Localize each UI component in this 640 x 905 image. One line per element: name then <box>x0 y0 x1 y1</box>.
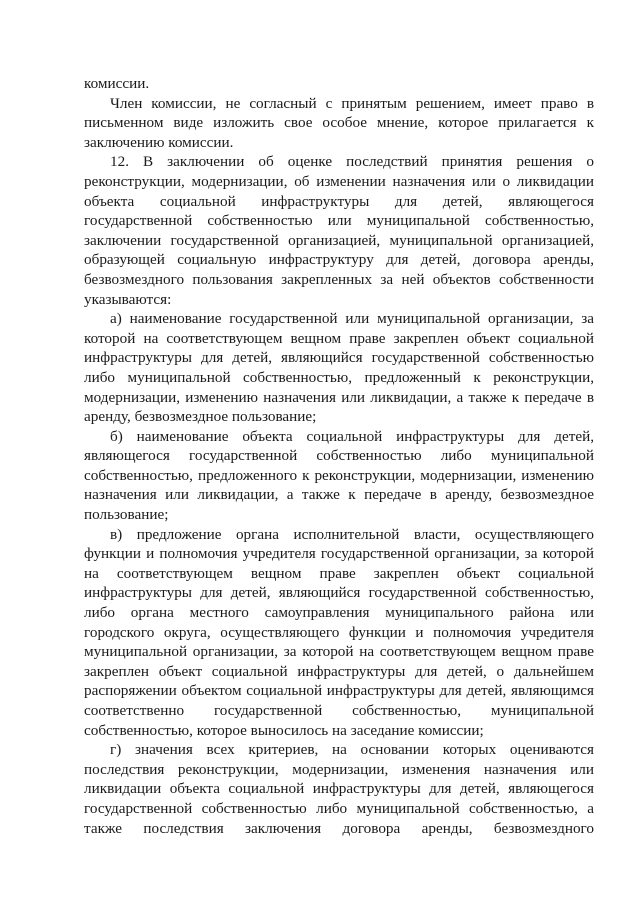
paragraph-item-b: б) наименование объекта социальной инфраструктуры для детей, являющегося государственной собственностью либо муниципальной собственностью, предложенного к реконструкции, модернизации, изменению назначения или ликвидации, а также к передаче в аренду, безвозмездное пользование; <box>84 427 594 524</box>
paragraph-continuation: комиссии. <box>84 75 150 92</box>
document-body <box>84 74 594 838</box>
paragraph-item-g: г) значения всех критериев, на основании которых оцениваются последствия реконструкции, модернизации, изменения назначения или ликвидации объекта социальной инфраструктуры для детей, являющегося государственной собственностью либо муниципальной собственностью, а также последствия заключения договора аренды, безвозмездного <box>84 741 594 837</box>
paragraph-clause-12: 12. В заключении об оценке последствий принятия решения о реконструкции, модернизации, об изменении назначения или о ликвидации объекта социальной инфраструктуры для детей, являющегося государственной собственностью или муниципальной собственностью, заключении государственной организацией, муниципальной организацией, образующей социальную инфраструктуру для детей, договора аренды, безвозмездного пользования закрепленных за ней объектов собственности указываются: <box>84 153 594 308</box>
paragraph-item-v: в) предложение органа исполнительной власти, осуществляющего функции и полномочия учредителя государственной организации, за которой на соответствующем вещном праве закреплен объект социальной инфраструктуры для детей, являющийся государственной собственностью, либо органа местного самоуправления муниципального района или городского округа, осуществляющего функции и полномочия учредителя муниципальной организации, за которой на соответствующем вещном праве закреплен объект социальной инфраструктуры для детей, о дальнейшем распоряжении объектом социальной инфраструктуры для детей, являющимся соответственно государственной собственностью, муниципальной собственностью, которое выносилось на заседание комиссии; <box>84 525 594 739</box>
paragraph-dissenting-opinion: Член комиссии, не согласный с принятым решением, имеет право в письменном виде изложить свое особое мнение, которое прилагается к заключению комиссии. <box>84 94 594 151</box>
paragraph-item-a: а) наименование государственной или муниципальной организации, за которой на соответствующем вещном праве закреплен объект социальной инфраструктуры для детей, являющийся государственной собственностью либо муниципальной собственностью, предложенный к реконструкции, модернизации, изменению назначения или ликвидации, а также к передаче в аренду, безвозмездное пользование; <box>84 310 594 426</box>
